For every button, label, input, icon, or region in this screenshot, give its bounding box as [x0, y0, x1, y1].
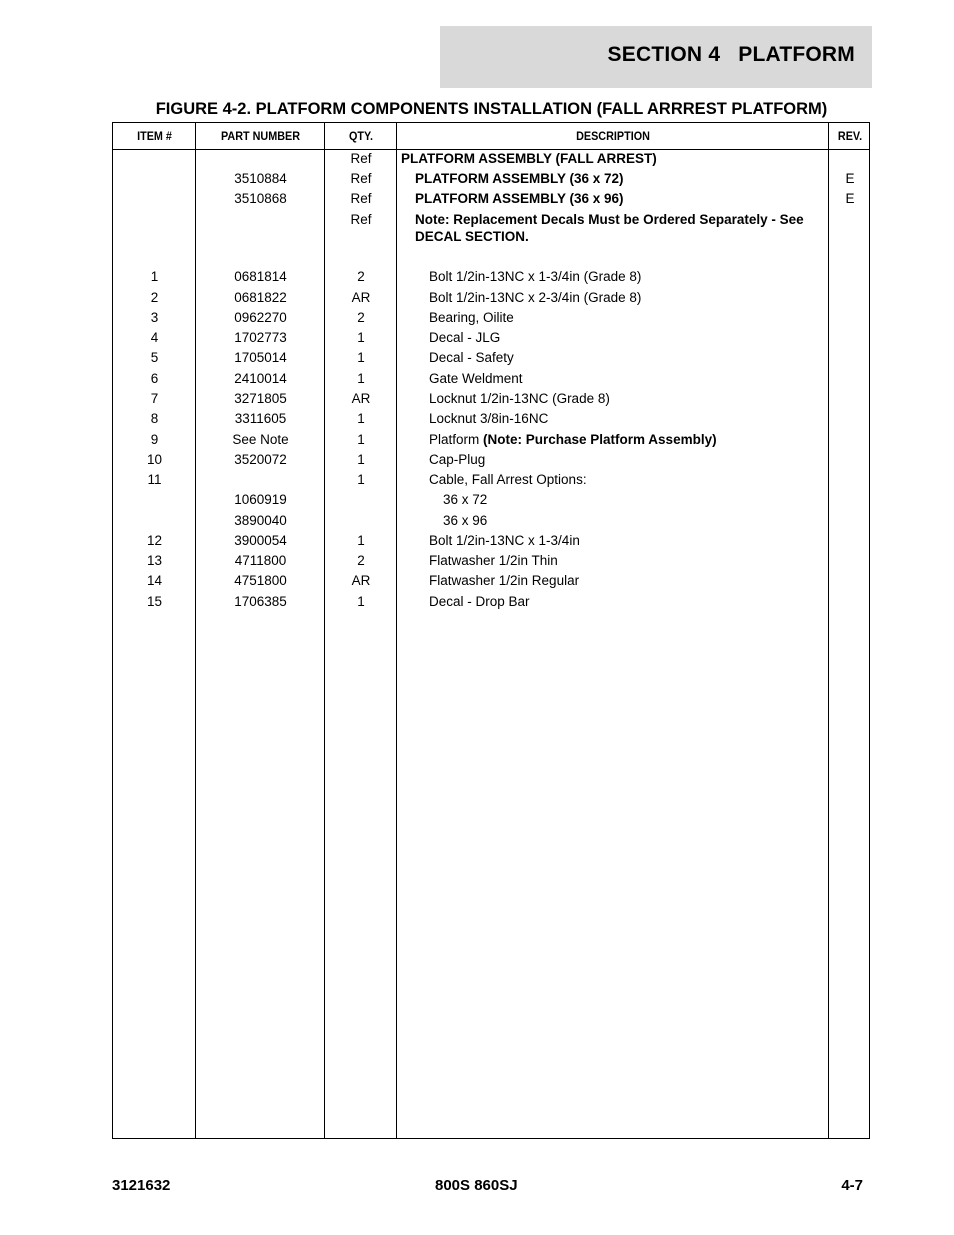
- part-number: 3510868: [234, 191, 287, 206]
- description-text: PLATFORM ASSEMBLY (36 x 96): [415, 191, 624, 206]
- description-text: Decal - Drop Bar: [429, 594, 530, 609]
- description: [397, 552, 821, 569]
- part-number: 4751800: [234, 573, 287, 588]
- description-text: Note: Replacement Decals Must be Ordered Separately - See DECAL SECTION.: [415, 212, 804, 244]
- table-row: [113, 431, 869, 451]
- table-row: [113, 552, 869, 572]
- description: [397, 410, 821, 427]
- description: [397, 268, 821, 285]
- item-number: 5: [150, 350, 159, 365]
- table-row: [113, 170, 869, 190]
- table-row: [113, 268, 869, 289]
- description-text: Bolt 1/2in-13NC x 1-3/4in (Grade 8): [429, 269, 642, 284]
- part-number: 3890040: [234, 513, 287, 528]
- table-row: [113, 593, 869, 613]
- quantity: 2: [357, 269, 365, 284]
- part-number: 0681814: [234, 269, 287, 284]
- description-text: Bolt 1/2in-13NC x 1-3/4in: [429, 533, 580, 548]
- description-text: Cable, Fall Arrest Options:: [429, 472, 587, 487]
- quantity: 1: [357, 350, 365, 365]
- description: [397, 190, 821, 207]
- item-number: 4: [150, 330, 159, 345]
- quantity: 2: [357, 553, 365, 568]
- table-row: [113, 410, 869, 431]
- table-row: [113, 289, 869, 309]
- table-row: [113, 532, 869, 552]
- part-number: 3271805: [234, 391, 287, 406]
- table-row: [113, 451, 869, 471]
- description: [397, 572, 821, 589]
- table-row: [113, 491, 869, 512]
- quantity: 1: [357, 330, 365, 345]
- part-number: 0962270: [234, 310, 287, 325]
- part-number: 1702773: [234, 330, 287, 345]
- quantity: 1: [357, 533, 365, 548]
- description: [397, 451, 821, 468]
- description-text: PLATFORM ASSEMBLY (FALL ARREST): [401, 151, 657, 166]
- table-row: [113, 370, 869, 390]
- description: [397, 512, 821, 529]
- quantity: 1: [357, 411, 365, 426]
- footer-model: 800S 860SJ: [435, 1177, 518, 1194]
- part-number: 3520072: [234, 452, 287, 467]
- description: [397, 170, 821, 187]
- description-text: Flatwasher 1/2in Regular: [429, 573, 580, 588]
- revision: E: [845, 171, 855, 186]
- table-row: [113, 512, 869, 532]
- part-number: 3900054: [234, 533, 287, 548]
- part-number: 1705014: [234, 350, 287, 365]
- item-number: 1: [150, 269, 159, 284]
- item-number: 15: [146, 594, 163, 609]
- quantity: 1: [357, 472, 365, 487]
- quantity: Ref: [350, 171, 372, 186]
- item-number: 10: [146, 452, 163, 467]
- item-number: 9: [150, 432, 159, 447]
- item-number: 13: [146, 553, 163, 568]
- part-number: 0681822: [234, 290, 287, 305]
- parts-table: [112, 122, 870, 1139]
- description-text: Bolt 1/2in-13NC x 2-3/4in (Grade 8): [429, 290, 642, 305]
- footer-page-number: 4-7: [841, 1177, 863, 1194]
- quantity: Ref: [350, 151, 372, 166]
- quantity: 1: [357, 452, 365, 467]
- part-number: 4711800: [234, 553, 287, 568]
- description-text: Locknut 1/2in-13NC (Grade 8): [429, 391, 610, 406]
- section-banner: [440, 26, 872, 88]
- description: [397, 289, 821, 306]
- description: [397, 329, 821, 346]
- table-row: [113, 471, 869, 491]
- quantity: 1: [357, 594, 365, 609]
- revision: E: [845, 191, 855, 206]
- description-text: 36 x 96: [443, 513, 488, 528]
- part-number: 1060919: [234, 492, 287, 507]
- description-text: PLATFORM ASSEMBLY (36 x 72): [415, 171, 624, 186]
- part-number: See Note: [232, 432, 289, 447]
- quantity: 1: [357, 432, 365, 447]
- item-number: 7: [150, 391, 159, 406]
- description: [397, 309, 821, 326]
- description: [397, 593, 821, 610]
- header-part-number: PART NUMBER: [220, 129, 301, 143]
- part-number: 3510884: [234, 171, 287, 186]
- item-number: 6: [150, 371, 159, 386]
- quantity: Ref: [350, 212, 372, 227]
- description-text: Decal - JLG: [429, 330, 501, 345]
- table-row: [113, 572, 869, 593]
- item-number: 12: [146, 533, 163, 548]
- description: [397, 370, 821, 387]
- item-number: 3: [150, 310, 159, 325]
- description-text: Platform: [429, 432, 484, 447]
- item-number: 2: [150, 290, 159, 305]
- item-number: 8: [150, 411, 159, 426]
- quantity: 2: [357, 310, 365, 325]
- description: [397, 491, 821, 508]
- header-rev: REV.: [837, 129, 863, 143]
- table-body: [113, 150, 869, 613]
- table-row: [113, 329, 869, 349]
- item-number: 14: [146, 573, 163, 588]
- quantity: 1: [357, 371, 365, 386]
- description-text: Cap-Plug: [429, 452, 486, 467]
- quantity: AR: [351, 573, 371, 588]
- description-text: Decal - Safety: [429, 350, 514, 365]
- part-number: 1706385: [234, 594, 287, 609]
- part-number: 3311605: [234, 411, 287, 426]
- table-row: [113, 349, 869, 370]
- table-row: [113, 309, 869, 329]
- footer-doc-number: 3121632: [112, 1177, 171, 1194]
- item-number: 11: [147, 472, 162, 487]
- description: [397, 150, 821, 167]
- part-number: 2410014: [234, 371, 287, 386]
- header-description: DESCRIPTION: [576, 129, 650, 143]
- description: [397, 349, 821, 366]
- table-row: [113, 190, 869, 211]
- description: [397, 431, 821, 448]
- description: [397, 532, 821, 549]
- description: [397, 390, 821, 407]
- description-note: (Note: Purchase Platform Assembly): [483, 432, 717, 447]
- table-row: [113, 150, 869, 170]
- header-item: ITEM #: [137, 129, 172, 143]
- description: [397, 471, 821, 488]
- quantity: AR: [351, 290, 371, 305]
- description: [397, 211, 821, 245]
- description-text: Locknut 3/8in-16NC: [429, 411, 549, 426]
- quantity: Ref: [350, 191, 372, 206]
- quantity: AR: [351, 391, 371, 406]
- description-text: Bearing, Oilite: [429, 310, 514, 325]
- table-row: [113, 211, 869, 268]
- description-text: 36 x 72: [443, 492, 488, 507]
- description-text: Gate Weldment: [429, 371, 523, 386]
- table-row: [113, 390, 869, 410]
- header-qty: QTY.: [348, 129, 373, 143]
- description-text: Flatwasher 1/2in Thin: [429, 553, 558, 568]
- figure-title: FIGURE 4-2. PLATFORM COMPONENTS INSTALLATION (FALL ARRREST PLATFORM): [155, 100, 828, 118]
- section-title: SECTION 4 PLATFORM: [607, 43, 855, 66]
